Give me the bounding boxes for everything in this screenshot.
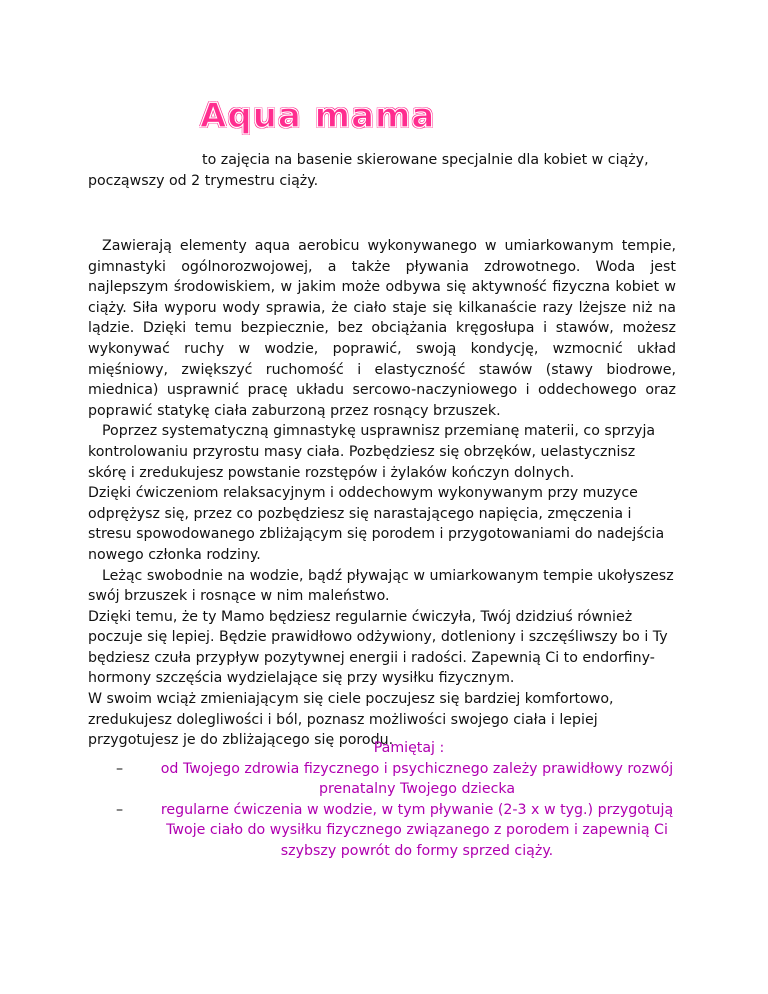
paragraph: Dzięki ćwiczeniom relaksacyjnym i oddechowym wykonywanym przy muzyce odprężysz się, przez co pozbędziesz się narastającego napięcia, zmęczenia i stresu spowodowanego zbliżającym się porodem i przygotowaniami do nadejścia nowego członka rodziny.: [88, 485, 665, 563]
reminder-heading: Pamiętaj :: [373, 740, 445, 756]
paragraph: W swoim wciąż zmieniającym się ciele poczujesz się bardziej komfortowo, zredukujesz dolegliwości i ból, poznasz możliwości swojego ciała i lepiej przygotujesz je do zbliżającego się porodu.: [88, 691, 614, 749]
intro-line-1: to zajęcia na basenie skierowane specjalnie dla kobiet w ciąży,: [202, 152, 649, 168]
reminder-section: [100, 738, 688, 862]
page-title: Aqua mama: [200, 96, 436, 136]
reminder-item-text: od Twojego zdrowia fizycznego i psychicznego zależy prawidłowy rozwój prenatalny Twojego dziecka: [160, 760, 674, 798]
reminder-item-text: regularne ćwiczenia w wodzie, w tym pływanie (2-3 x w tyg.) przygotują Twoje ciało do wysiłku fizycznego związanego z porodem i zapewnią Ci szybszy powrót do formy sprzed ciąży.: [160, 801, 674, 859]
intro-line-2: począwszy od 2 trymestru ciąży.: [88, 172, 319, 189]
intro: [88, 150, 676, 191]
reminder-item: [100, 759, 688, 800]
paragraph: Zawierają elementy aqua aerobicu wykonywanego w umiarkowanym tempie, gimnastyki ogólnorozwojowej, a także pływania zdrowotnego. Woda jest najlepszym środowiskiem, w jakim może odbywa się aktywność fizyczna kobiet w ciąży. Siła wyporu wody sprawia, że ciało staje się kilkanaście razy lżejsze niż na lądzie. Dzięki temu bezpiecznie, bez obciążania kręgosłupa i stawów, możesz wykonywać ruchy w wodzie, poprawić, swoją kondycję, wzmocnić układ mięśniowy, zwiększyć ruchomość i elastyczność stawów (stawy biodrowe, miednica) usprawnić pracę układu sercowo-naczyniowego i oddechowego oraz poprawić statykę ciała zaburzoną przez rosnący brzuszek.: [88, 238, 676, 419]
dash-bullet-icon: –: [116, 801, 124, 818]
main-text: [88, 236, 676, 751]
dash-bullet-icon: –: [116, 760, 124, 777]
paragraph: Poprzez systematyczną gimnastykę usprawnisz przemianę materii, co sprzyja kontrolowaniu przyrostu masy ciała. Pozbędziesz się obrzęków, uelastycznisz skórę i zredukujesz powstanie rozstępów i żylaków kończyn dolnych.: [88, 423, 656, 481]
reminder-item: [100, 800, 688, 862]
paragraph: Dzięki temu, że ty Mamo będziesz regularnie ćwiczyła, Twój dzidziuś również poczuje się lepiej. Będzie prawidłowo odżywiony, dotleniony i szczęśliwszy bo i Ty będziesz czuła przypływ pozytywnej energii i radości. Zapewnią Ci to endorfiny- hormony szczęścia wydzielające się przy wysiłku fizycznym.: [88, 608, 668, 687]
paragraph: Leżąc swobodnie na wodzie, bądź pływając w umiarkowanym tempie ukołyszesz swój brzuszek i rosnące w nim maleństwo.: [88, 567, 674, 605]
